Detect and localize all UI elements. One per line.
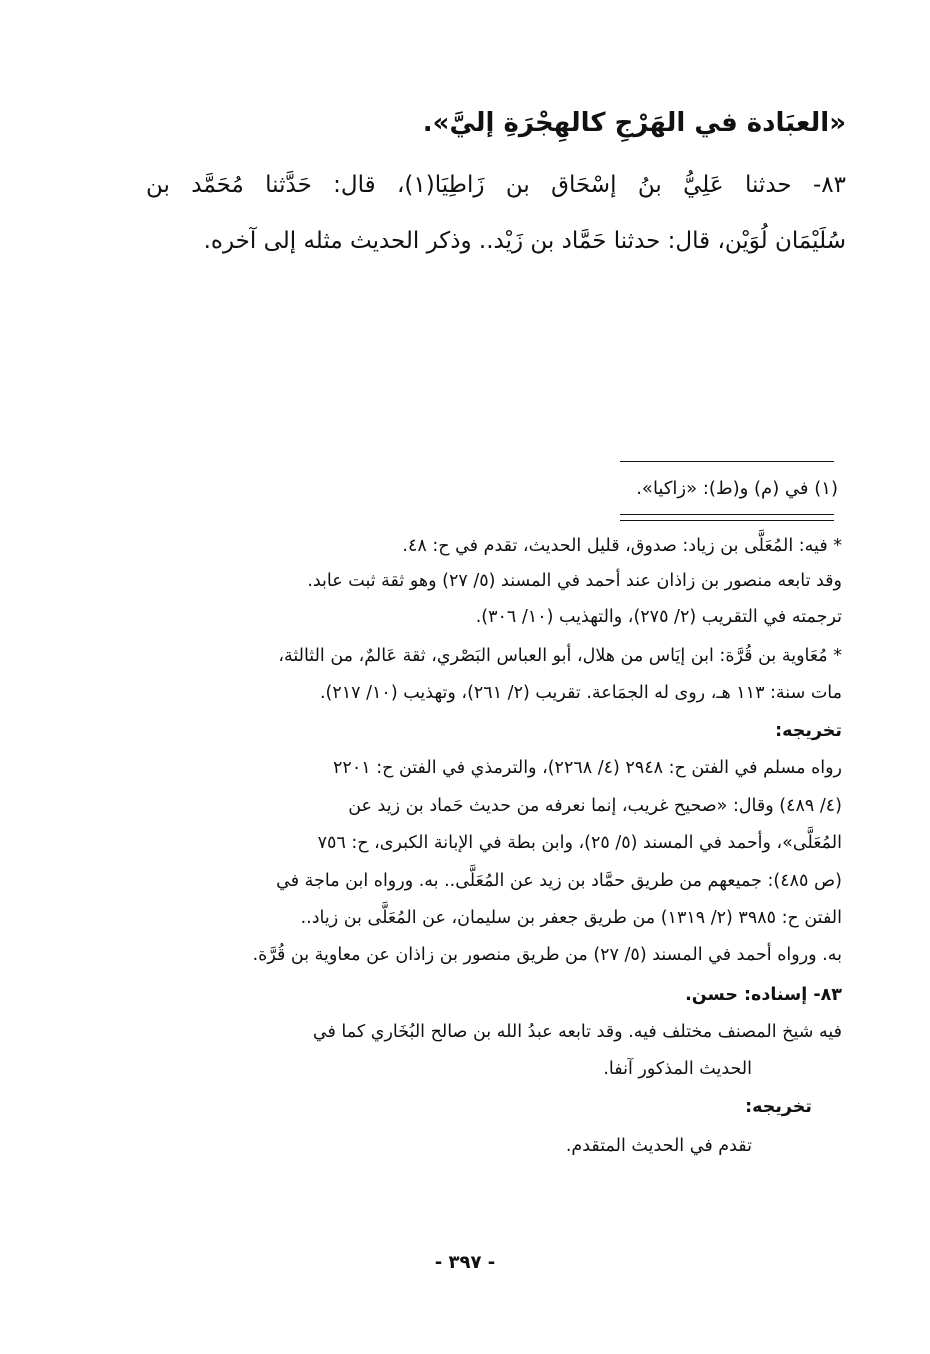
footnote-1: (١) في (م) و(ط): «زاكيا». <box>636 478 838 499</box>
commentary-line: * مُعَاوية بن قُرَّة: ابن إيَاس من هلال، أبو العباس البَصْري، ثقة عَالمٌ، من الثالثة، <box>278 646 842 666</box>
commentary-line: الفتن ح: ٣٩٨٥ (٢/ ١٣١٩) من طريق جعفر بن سليمان، عن المُعَلَّى بن زياد.. <box>300 908 842 928</box>
section-heading-takhrij: تخريجه: <box>775 721 842 741</box>
commentary-line: الحديث المذكور آنفا. <box>603 1059 752 1079</box>
footnote-separator <box>620 461 834 462</box>
section-heading-isnad: ٨٣- إسناده: حسن. <box>685 985 842 1005</box>
commentary-line: ترجمته في التقريب (٢/ ٢٧٥)، والتهذيب (١٠/ ٣٠٦). <box>475 607 842 627</box>
section-heading-takhrij-2: تخريجه: <box>745 1097 812 1117</box>
commentary-line: المُعَلَّى»، وأحمد في المسند (٥/ ٢٥)، وابن بطة في الإبانة الكبرى، ح: ٧٥٦ <box>317 833 842 853</box>
commentary-line: وقد تابعه منصور بن زاذان عند أحمد في المسند (٥/ ٢٧) وهو ثقة ثبت عابد. <box>307 571 842 591</box>
commentary-line: فيه شيخ المصنف مختلف فيه. وقد تابعه عبدُ الله بن صالح البُخَاري كما في <box>312 1022 842 1042</box>
commentary-line: مات سنة: ١١٣ هـ، روى له الجمَاعة. تقريب (٢/ ٢٦١)، وتهذيب (١٠/ ٢١٧). <box>319 683 842 703</box>
hadith-text-line-1: ٨٣- حدثنا عَلِيُّ بنُ إسْحَاق بن زَاطِيَا(١)، قال: حَدَّثنا مُحَمَّد بن <box>146 172 846 198</box>
page-number: - ٣٩٧ - <box>434 1252 496 1273</box>
commentary-line: * فيه: المُعَلَّى بن زياد: صدوق، قليل الحديث، تقدم في ح: ٤٨. <box>402 536 842 556</box>
commentary-separator-bottom <box>620 520 834 521</box>
commentary-line: (ص ٤٨٥): جميعهم من طريق حمَّاد بن زيد عن المُعَلَّى.. به. ورواه ابن ماجة في <box>276 871 842 891</box>
commentary-separator-top <box>620 514 834 515</box>
hadith-quote-heading: «العبَادة في الهَرْجِ كالهِجْرَةِ إليَّ». <box>422 108 846 138</box>
commentary-line: رواه مسلم في الفتن ح: ٢٩٤٨ (٤/ ٢٢٦٨)، والترمذي في الفتن ح: ٢٢٠١ <box>333 758 842 778</box>
commentary-line: به. ورواه أحمد في المسند (٥/ ٢٧) من طريق منصور بن زاذان عن معاوية بن قُرَّة. <box>252 945 842 965</box>
hadith-text-line-2: سُلَيْمَان لُوَيْن، قال: حدثنا حَمَّاد بن زَيْد.. وذكر الحديث مثله إلى آخره. <box>203 228 846 254</box>
commentary-line: (٤/ ٤٨٩) وقال: «صحيح غريب، إنما نعرفه من حديث حَماد بن زيد عن <box>348 796 842 816</box>
commentary-line: تقدم في الحديث المتقدم. <box>565 1136 752 1156</box>
